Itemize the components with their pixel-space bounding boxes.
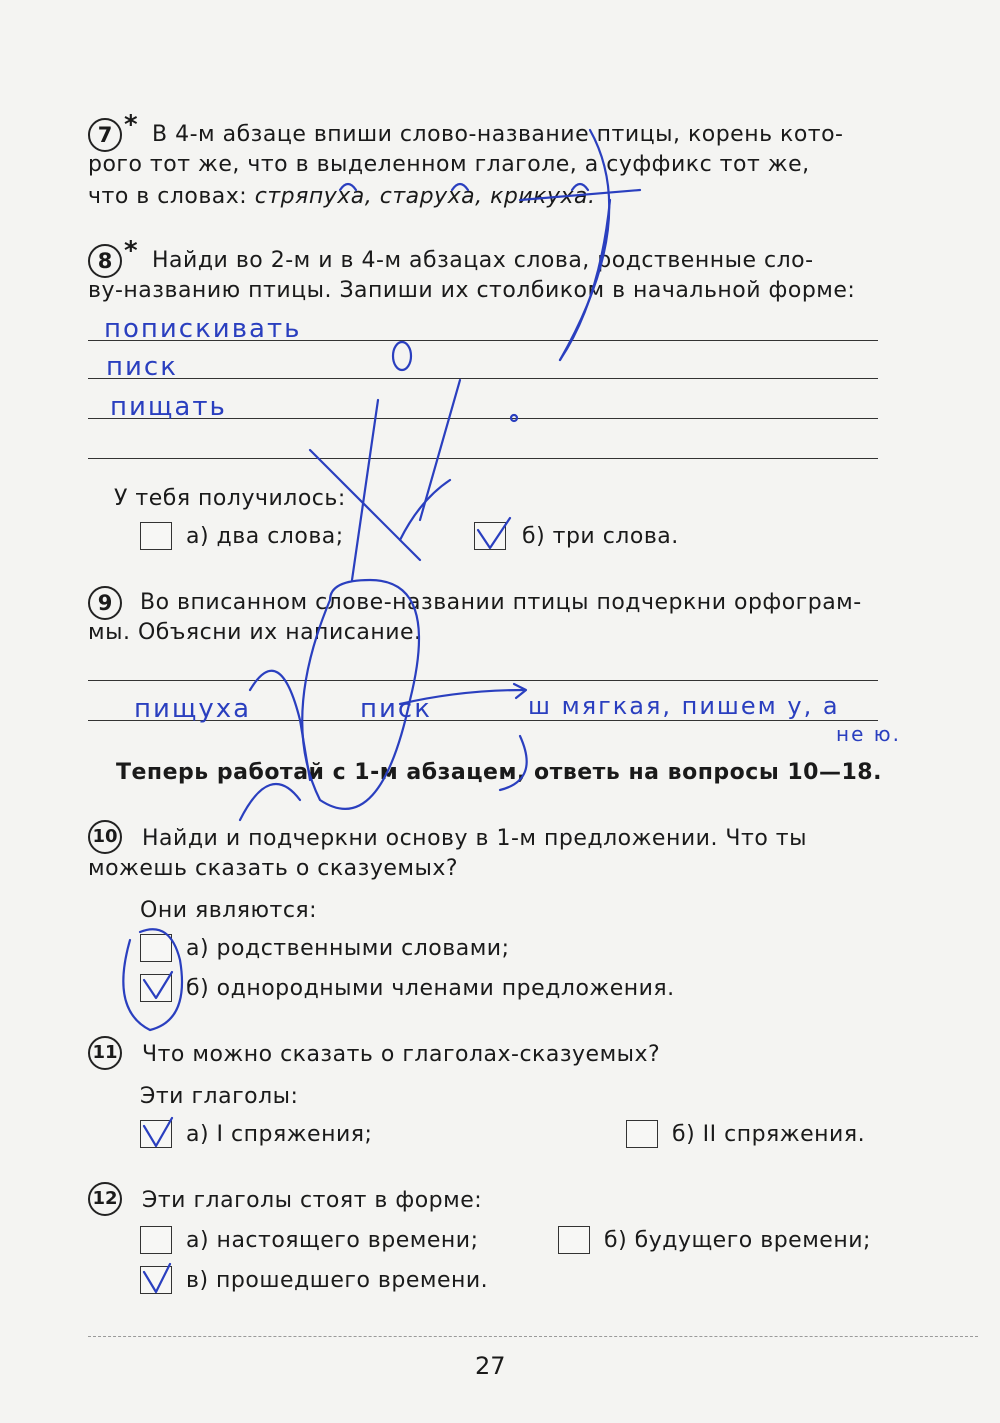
question-12-number: 12 <box>88 1182 122 1216</box>
ink-stroke <box>400 480 450 540</box>
handwritten-answer-2[interactable]: писк <box>106 352 178 382</box>
option-conjugation-1: а) I спряжения; <box>186 1122 373 1147</box>
question-8-text-line-2: ву-названию птицы. Запиши их столбиком в начальной форме: <box>88 278 856 303</box>
checkbox-related-words[interactable] <box>140 934 172 962</box>
question-10-text-line-2: можешь сказать о сказуемых? <box>88 856 459 881</box>
option-three-words: б) три слова. <box>522 524 679 549</box>
question-10-text-line-1: Найди и подчеркни основу в 1-м предложении. Что ты <box>142 826 807 851</box>
question-7-text-line-3 <box>88 184 595 209</box>
section-heading: Теперь работай с 1-м абзацем, ответь на вопросы 10—18. <box>116 760 882 785</box>
question-9-text-line-1: Во вписанном слове-названии птицы подчеркни орфограм- <box>140 590 862 615</box>
question-7-example-words: стряпуха, старуха, крикуха. <box>254 184 596 209</box>
handwritten-explanation-end[interactable]: не ю. <box>836 722 901 746</box>
answer-line <box>88 458 878 459</box>
option-homogeneous-members: б) однородными членами предложения. <box>186 976 675 1001</box>
question-8-text-line-1: Найди во 2-м и в 4-м абзацах слова, родственные сло- <box>152 248 814 273</box>
option-related-words: а) родственными словами; <box>186 936 510 961</box>
ink-arrow-head <box>514 684 526 698</box>
checkbox-present-tense[interactable] <box>140 1226 172 1254</box>
checkbox-future-tense[interactable] <box>558 1226 590 1254</box>
question-10-prompt: Они являются: <box>140 898 318 923</box>
ink-stroke <box>420 380 460 520</box>
handwritten-explanation[interactable]: ш мягкая, пишем у, а <box>528 692 840 720</box>
question-7-prefix: что в словах: <box>88 184 248 209</box>
question-8-result-label: У тебя получилось: <box>114 486 346 511</box>
handwritten-root-word[interactable]: писк <box>360 694 432 724</box>
question-11-text: Что можно сказать о глаголах-сказуемых? <box>142 1042 661 1067</box>
checkbox-homogeneous-members[interactable] <box>140 974 172 1002</box>
question-11-prompt: Эти глаголы: <box>140 1084 299 1109</box>
question-10-number: 10 <box>88 820 122 854</box>
option-past-tense: в) прошедшего времени. <box>186 1268 489 1293</box>
question-9-text-line-2: мы. Объясни их написание. <box>88 620 422 645</box>
ink-circle <box>393 342 411 370</box>
option-conjugation-2: б) II спряжения. <box>672 1122 866 1147</box>
option-two-words: а) два слова; <box>186 524 344 549</box>
page-number: 27 <box>475 1352 506 1380</box>
checkbox-three-words[interactable] <box>474 522 506 550</box>
question-7-text-line-2: рого тот же, что в выделенном глаголе, а суффикс тот же, <box>88 152 810 177</box>
question-7-star: * <box>124 110 138 140</box>
option-future-tense: б) будущего времени; <box>604 1228 871 1253</box>
checkbox-conjugation-2[interactable] <box>626 1120 658 1148</box>
handwritten-bird-word[interactable]: пищуха <box>134 694 252 724</box>
question-7-text-line-1: В 4-м абзаце впиши слово-название птицы, корень кото- <box>152 122 844 147</box>
question-8-star: * <box>124 236 138 266</box>
ink-stroke <box>352 400 378 580</box>
handwritten-answer-1[interactable]: попискивать <box>104 314 302 344</box>
option-present-tense: а) настоящего времени; <box>186 1228 479 1253</box>
answer-line <box>88 680 878 681</box>
question-8-number: 8 <box>88 244 122 278</box>
page-divider <box>88 1336 978 1337</box>
ink-stroke <box>240 784 300 820</box>
question-9-number: 9 <box>88 586 122 620</box>
checkbox-past-tense[interactable] <box>140 1266 172 1294</box>
checkbox-conjugation-1[interactable] <box>140 1120 172 1148</box>
checkbox-two-words[interactable] <box>140 522 172 550</box>
question-12-text: Эти глаголы стоят в форме: <box>142 1188 483 1213</box>
question-7-number: 7 <box>88 118 122 152</box>
question-11-number: 11 <box>88 1036 122 1070</box>
handwritten-answer-3[interactable]: пищать <box>110 392 227 422</box>
answer-line <box>88 378 878 379</box>
